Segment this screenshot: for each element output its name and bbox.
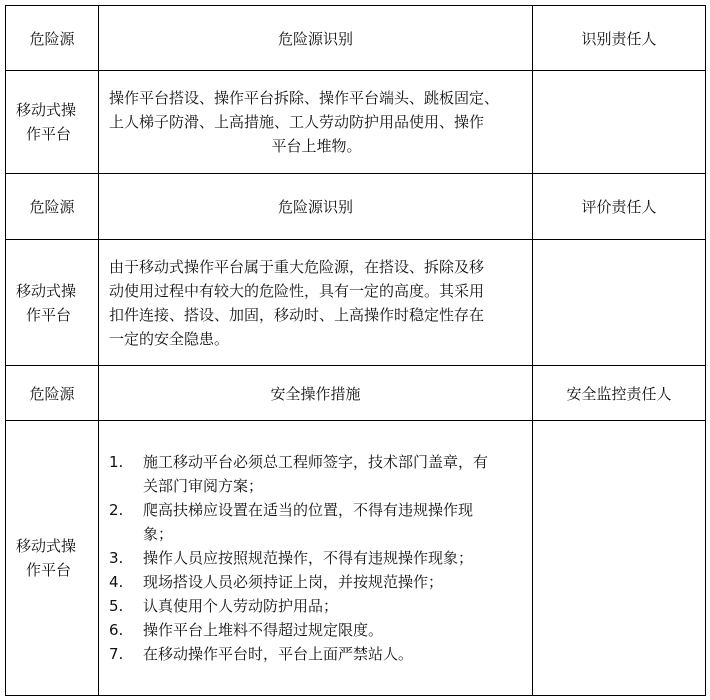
measure-item: 6. 操作平台上堆料不得超过规定限度。 xyxy=(109,621,384,639)
header-hazard-identification: 危险源识别 xyxy=(99,174,533,240)
section1-body-row xyxy=(6,71,706,174)
header-hazard-source: 危险源 xyxy=(6,366,99,421)
hazard-name: 移动式操 作平台 xyxy=(16,537,77,579)
header-hazard-source: 危险源 xyxy=(6,6,99,71)
header-safety-measures: 安全操作措施 xyxy=(99,366,533,421)
hazard-name-cell xyxy=(6,240,99,366)
monitoring-responsible-cell xyxy=(533,421,706,696)
header-evaluation-responsible: 评价责任人 xyxy=(533,174,706,240)
hazard-name: 移动式操 作平台 xyxy=(16,101,77,143)
hazard-name: 移动式操 作平台 xyxy=(16,281,77,324)
header-hazard-source: 危险源 xyxy=(6,174,99,240)
measure-item: 5. 认真使用个人劳动防护用品； xyxy=(109,597,339,615)
hazard-name-cell xyxy=(6,71,99,174)
hazard-identification-text: 操作平台搭设、操作平台拆除、操作平台端头、跳板固定、 上人梯子防滑、上高措施、工人劳动防护用品使用、操作 平台上堆物。 xyxy=(99,71,533,174)
section2-body-row xyxy=(6,240,706,366)
section2-header-row xyxy=(6,174,706,240)
hazard-name-cell xyxy=(6,421,99,696)
hazard-evaluation-text: 由于移动式操作平台属于重大危险源，在搭设、拆除及移 动使用过程中有较大的危险性，具有一定的高度。其采用 扣件连接、搭设、加固，移动时、上高操作时稳定性存在 一定的安全隐患。 xyxy=(99,240,533,366)
safety-measures-cell xyxy=(99,421,533,696)
safety-measures-list xyxy=(99,450,532,666)
section1-header-row xyxy=(6,6,706,71)
measure-item: 7. 在移动操作平台时，平台上面严禁站人。 xyxy=(109,645,414,663)
header-monitoring-responsible: 安全监控责任人 xyxy=(533,366,706,421)
measure-item: 1. 施工移动平台必须总工程师签字，技术部门盖章，有 关部门审阅方案； xyxy=(109,453,489,495)
section3-body-row xyxy=(6,421,706,696)
measure-item: 4. 现场搭设人员必须持证上岗，并按规范操作； xyxy=(109,573,444,591)
header-hazard-identification: 危险源识别 xyxy=(99,6,533,71)
measure-item: 2. 爬高扶梯应设置在适当的位置，不得有违规操作现 象； xyxy=(109,501,474,543)
identification-responsible-cell xyxy=(533,71,706,174)
evaluation-responsible-cell xyxy=(533,240,706,366)
header-identification-responsible: 识别责任人 xyxy=(533,6,706,71)
section3-header-row xyxy=(6,366,706,421)
hazard-table xyxy=(5,5,706,696)
measure-item: 3. 操作人员应按照规范操作，不得有违规操作现象； xyxy=(109,549,474,567)
